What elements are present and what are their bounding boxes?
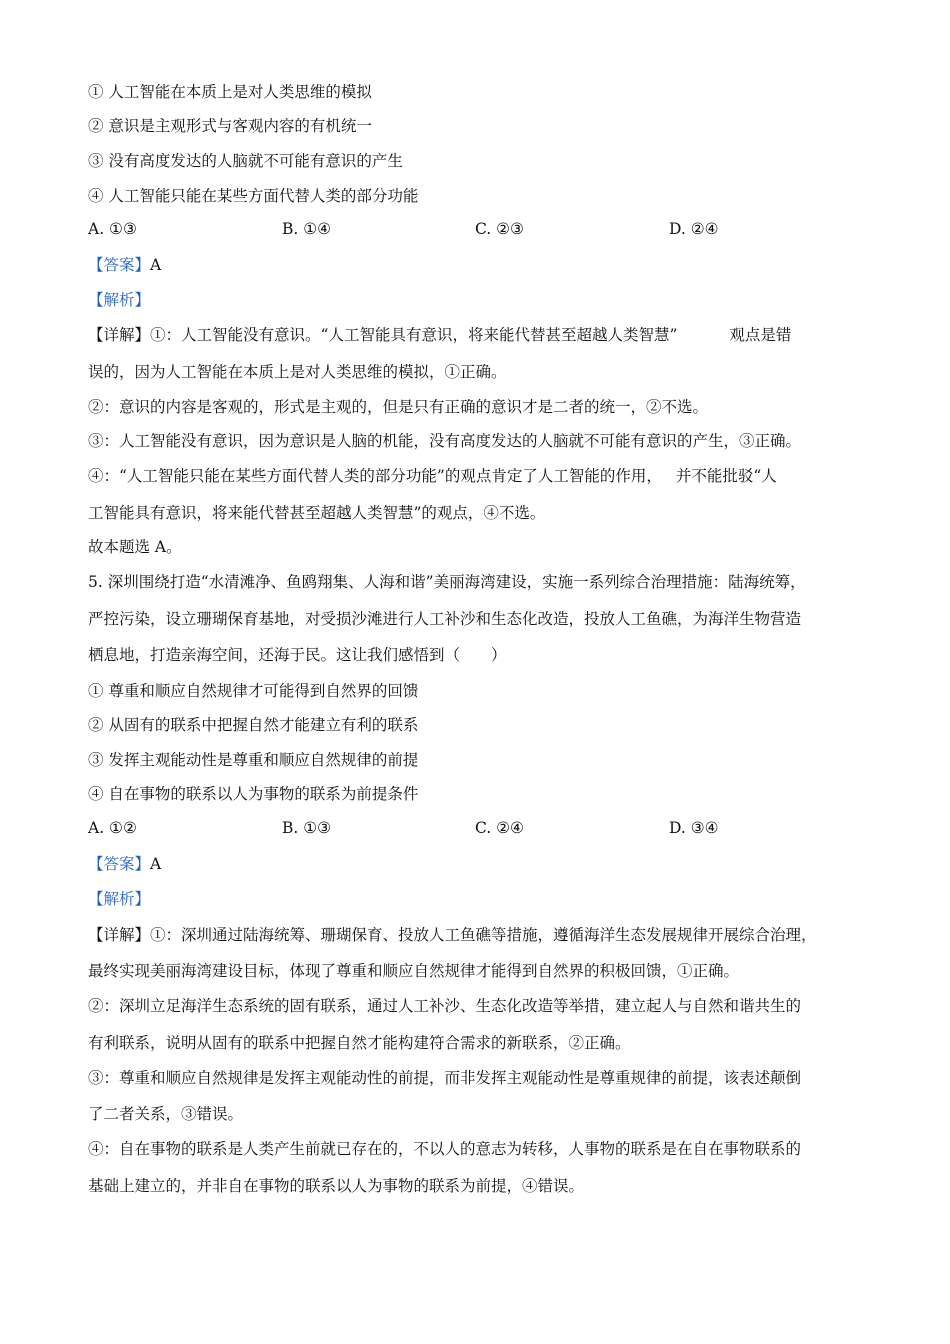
q5-option-b: B. ①③ [282,819,332,837]
q5-stem-line-2: 严控污染，设立珊瑚保育基地，对受损沙滩进行人工补沙和生态化改造，投放人工鱼礁，为海洋生物营造 [88,610,802,628]
q4-detail-line-1: 【详解】①：人工智能没有意识。“人工智能具有意识，将来能代替甚至超越人类智慧” 观点是错 [88,326,792,344]
q4-detail-line-3: ②：意识的内容是客观的，形式是主观的，但是只有正确的意识才是二者的统一，②不选。 [88,398,709,416]
answer-tag: 【答案】 [88,256,151,274]
q5-stem-line-3: 栖息地，打造亲海空间，还海于民。这让我们感悟到（ ） [88,646,507,664]
q5-option-d: D. ③④ [669,819,719,837]
q5-statement-1: ① 尊重和顺应自然规律才可能得到自然界的回馈 [88,682,419,700]
q4-statement-2: ② 意识是主观形式与客观内容的有机统一 [88,117,372,135]
detail-tag: 【详解】 [88,326,151,344]
answer-tag: 【答案】 [88,855,151,873]
q4-detail-line-5: ④：“人工智能只能在某些方面代替人类的部分功能”的观点肯定了人工智能的作用， 并不能批驳“人 [88,467,777,485]
q5-statement-3: ③ 发挥主观能动性是尊重和顺应自然规律的前提 [88,751,419,769]
q5-detail-line-5: ③：尊重和顺应自然规律是发挥主观能动性的前提，而非发挥主观能动性是尊重规律的前提，该表述颠倒 [88,1069,802,1087]
q5-detail-line-1: 【详解】①：深圳通过陆海统筹、珊瑚保育、投放人工鱼礁等措施，遵循海洋生态发展规律开展综合治理， [88,926,817,944]
q4-analysis-tag: 【解析】 [88,291,151,309]
q4-statement-1: ① 人工智能在本质上是对人类思维的模拟 [88,83,372,101]
q4-statement-3: ③ 没有高度发达的人脑就不可能有意识的产生 [88,152,403,170]
q4-option-b: B. ①④ [282,220,332,238]
q5-option-a: A. ①② [88,819,137,837]
answer-value: A [150,855,162,873]
q5-stem-line-1: 5. 深圳围绕打造“水清滩净、鱼鸥翔集、人海和谐”美丽海湾建设，实施一系列综合治理措施：陆海统筹， [88,573,806,591]
q5-detail-line-7: ④：自在事物的联系是人类产生前就已存在的，不以人的意志为转移，人事物的联系是在自在事物联系的 [88,1140,802,1158]
q5-analysis-tag: 【解析】 [88,890,151,908]
q4-conclusion: 故本题选 A。 [88,538,182,556]
q5-detail-line-8: 基础上建立的，并非自在事物的联系以人为事物的联系为前提，④错误。 [88,1177,585,1195]
q4-option-a: A. ①③ [88,220,137,238]
q5-detail-line-2: 最终实现美丽海湾建设目标，体现了尊重和顺应自然规律才能得到自然界的积极回馈，①正确。 [88,962,740,980]
q4-detail-line-2: 误的，因为人工智能在本质上是对人类思维的模拟，①正确。 [88,363,507,381]
q4-detail-line-6: 工智能具有意识，将来能代替甚至超越人类智慧”的观点，④不选。 [88,504,546,522]
q5-answer [88,854,161,874]
q5-detail-line-3: ②：深圳立足海洋生态系统的固有联系，通过人工补沙、生态化改造等举措，建立起人与自然和谐共生的 [88,997,802,1015]
q5-statement-2: ② 从固有的联系中把握自然才能建立有利的联系 [88,716,419,734]
q4-statement-4: ④ 人工智能只能在某些方面代替人类的部分功能 [88,187,419,205]
answer-value: A [150,256,162,274]
q4-detail-line-4: ③：人工智能没有意识，因为意识是人脑的机能，没有高度发达的人脑就不可能有意识的产生，③正确。 [88,432,802,450]
q4-answer [88,255,161,275]
detail-tag: 【详解】 [88,926,151,944]
q4-option-d: D. ②④ [669,220,719,238]
q5-detail-line-4: 有利联系，说明从固有的联系中把握自然才能构建符合需求的新联系，②正确。 [88,1034,631,1052]
q5-statement-4: ④ 自在事物的联系以人为事物的联系为前提条件 [88,785,419,803]
q5-detail-line-6: 了二者关系，③错误。 [88,1105,244,1123]
q5-option-c: C. ②④ [475,819,524,837]
q4-option-c: C. ②③ [475,220,524,238]
